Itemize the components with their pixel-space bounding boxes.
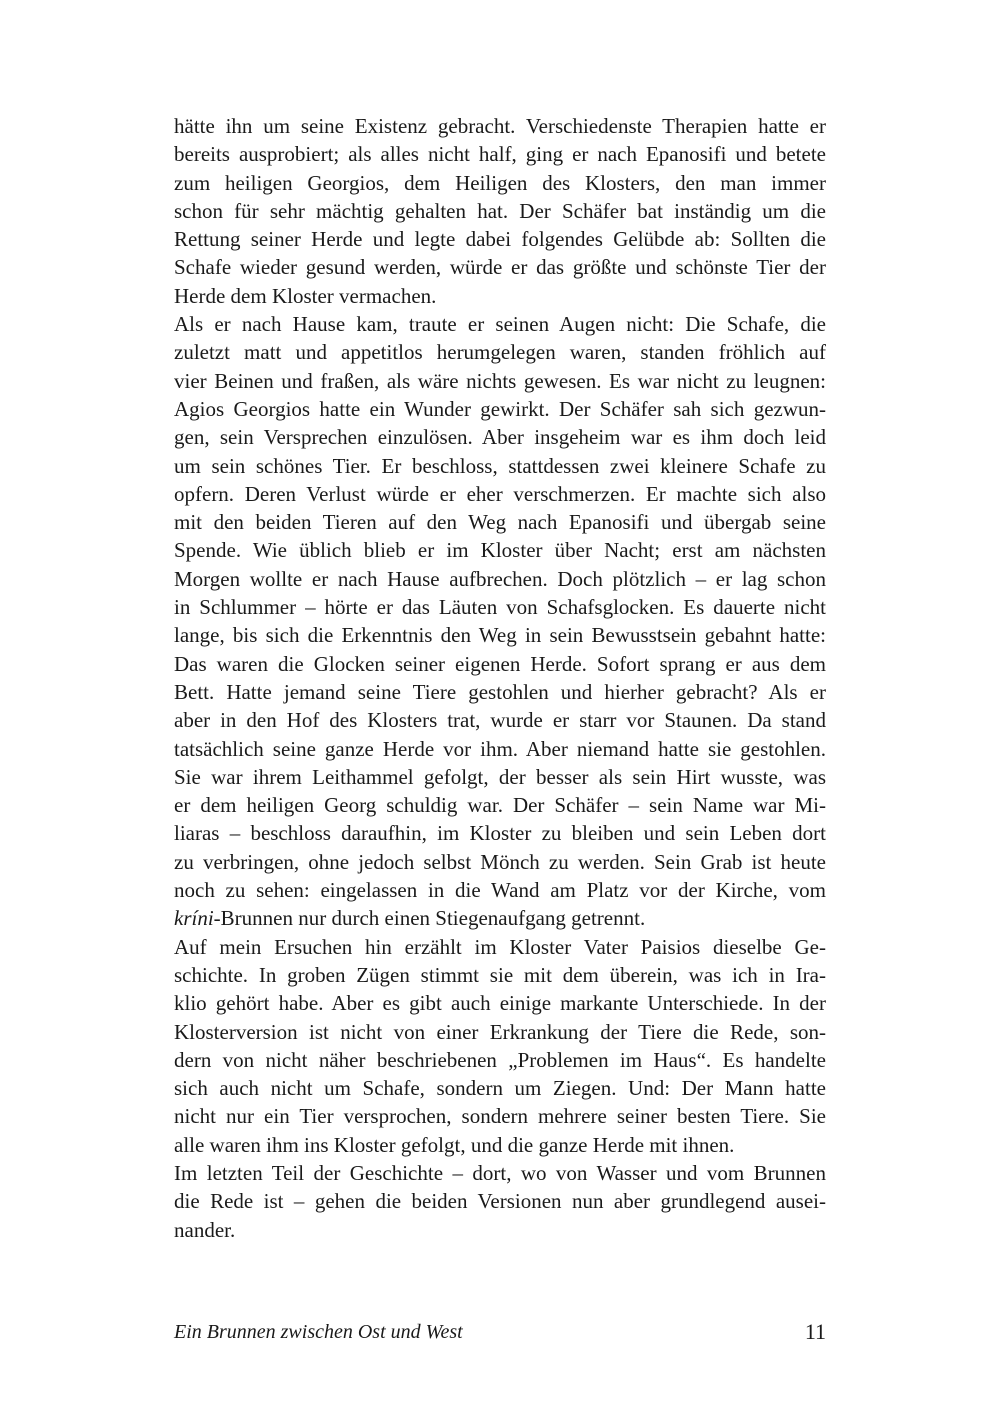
text-line: Als er nach Hause kam, traute er seinen Augen nicht: Die Schafe, die <box>174 312 826 337</box>
text-line: Morgen wollte er nach Hause aufbrechen. Doch plötzlich – er lag schon <box>174 566 826 591</box>
text-line: gen, sein Versprechen einzulösen. Aber insgeheim war es ihm doch leid <box>174 425 826 450</box>
text-line: hätte ihn um seine Existenz gebracht. Verschiedenste Therapien hatte er <box>174 114 826 138</box>
text-line: aber in den Hof des Klosters trat, wurde er starr vor Staunen. Da stand <box>174 708 826 733</box>
text-line: sich auch nicht um Schafe, sondern um Ziegen. Und: Der Mann hatte <box>174 1076 826 1101</box>
text-line: lange, bis sich die Erkenntnis den Weg in sein Bewusstsein gebahnt hatte: <box>174 623 826 648</box>
text-line: Schafe wieder gesund werden, würde er das größte und schönste Tier der <box>174 255 826 280</box>
text-line: dern von nicht näher beschriebenen „Problemen im Haus“. Es handelte <box>174 1047 826 1072</box>
text-line: nicht nur ein Tier versprochen, sondern mehrere seiner besten Tiere. Sie <box>174 1104 826 1129</box>
text-line: Im letzten Teil der Geschichte – dort, wo von Wasser und vom Brunnen <box>174 1160 826 1185</box>
text-line: liaras – beschloss daraufhin, im Kloster zu bleiben und sein Leben dort <box>174 821 826 846</box>
paragraph-3 <box>174 933 826 1159</box>
text-line: alle waren ihm ins Kloster gefolgt, und die ganze Herde mit ihnen. <box>174 1132 735 1157</box>
text-line: Agios Georgios hatte ein Wunder gewirkt. Der Schäfer sah sich gezwun- <box>174 396 826 421</box>
text-line: Sie war ihrem Leithammel gefolgt, der besser als sein Hirt wusste, was <box>174 764 826 789</box>
paragraph-2 <box>174 310 826 933</box>
text-line: noch zu sehen: eingelassen in die Wand am Platz vor der Kirche, vom <box>174 878 826 903</box>
text-line: zu verbringen, ohne jedoch selbst Mönch zu werden. Sein Grab ist heute <box>174 849 826 874</box>
page-number: 11 <box>804 1319 826 1344</box>
text-line: tatsächlich seine ganze Herde vor ihm. Aber niemand hatte sie gestohlen. <box>174 736 826 761</box>
text-line: Spende. Wie üblich blieb er im Kloster über Nacht; erst am nächsten <box>174 538 826 563</box>
text-line: bereits ausprobiert; als alles nicht half, ging er nach Epanosifi und betete <box>174 142 826 167</box>
text-line: zuletzt matt und appetitlos herumgelegen waren, standen fröhlich auf <box>174 340 826 365</box>
text-line: um sein schönes Tier. Er beschloss, stattdessen zwei kleinere Schafe zu <box>174 453 826 478</box>
text-line: klio gehört habe. Aber es gibt auch einige markante Unterschiede. In der <box>174 991 826 1016</box>
text-line: vier Beinen und fraßen, als wäre nichts gewesen. Es war nicht zu leugnen: <box>174 368 826 393</box>
text-line: schon für sehr mächtig gehalten hat. Der Schäfer bat inständig um die <box>174 198 826 223</box>
text-line: in Schlummer – hörte er das Läuten von Schafsglocken. Es dauerte nicht <box>174 595 826 620</box>
text-line-rest: -Brunnen nur durch einen Stiegenaufgang getrennt. <box>213 906 646 931</box>
text-line: nander. <box>174 1217 236 1242</box>
text-line: schichte. In groben Zügen stimmt sie mit dem überein, was ich in Ira- <box>174 962 826 987</box>
text-line <box>174 904 826 932</box>
paragraph-4 <box>174 1159 826 1244</box>
running-footer-title: Ein Brunnen zwischen Ost und West <box>174 1321 463 1343</box>
text-line: er dem heiligen Georg schuldig war. Der Schäfer – sein Name war Mi- <box>174 793 826 818</box>
text-line: Bett. Hatte jemand seine Tiere gestohlen und hierher gebracht? Als er <box>174 679 826 704</box>
text-line: die Rede ist – gehen die beiden Versionen nun aber grundlegend ausei- <box>174 1189 826 1214</box>
text-line: opfern. Deren Verlust würde er eher verschmerzen. Er machte sich also <box>174 481 826 506</box>
paragraph-1 <box>174 112 826 310</box>
text-line: Klosterversion ist nicht von einer Erkrankung der Tiere die Rede, son- <box>174 1019 826 1044</box>
text-line: Auf mein Ersuchen hin erzählt im Kloster Vater Paisios dieselbe Ge- <box>174 934 826 959</box>
text-line: Rettung seiner Herde und legte dabei folgendes Gelübde ab: Sollten die <box>174 227 826 252</box>
text-line: mit den beiden Tieren auf den Weg nach Epanosifi und übergab seine <box>174 510 826 535</box>
body-text <box>174 112 826 1244</box>
text-line: Herde dem Kloster vermachen. <box>174 283 437 308</box>
text-line: zum heiligen Georgios, dem Heiligen des Klosters, den man immer <box>174 170 826 195</box>
italic-term: kríni <box>174 906 214 931</box>
text-line: Das waren die Glocken seiner eigenen Herde. Sofort sprang er aus dem <box>174 651 826 676</box>
